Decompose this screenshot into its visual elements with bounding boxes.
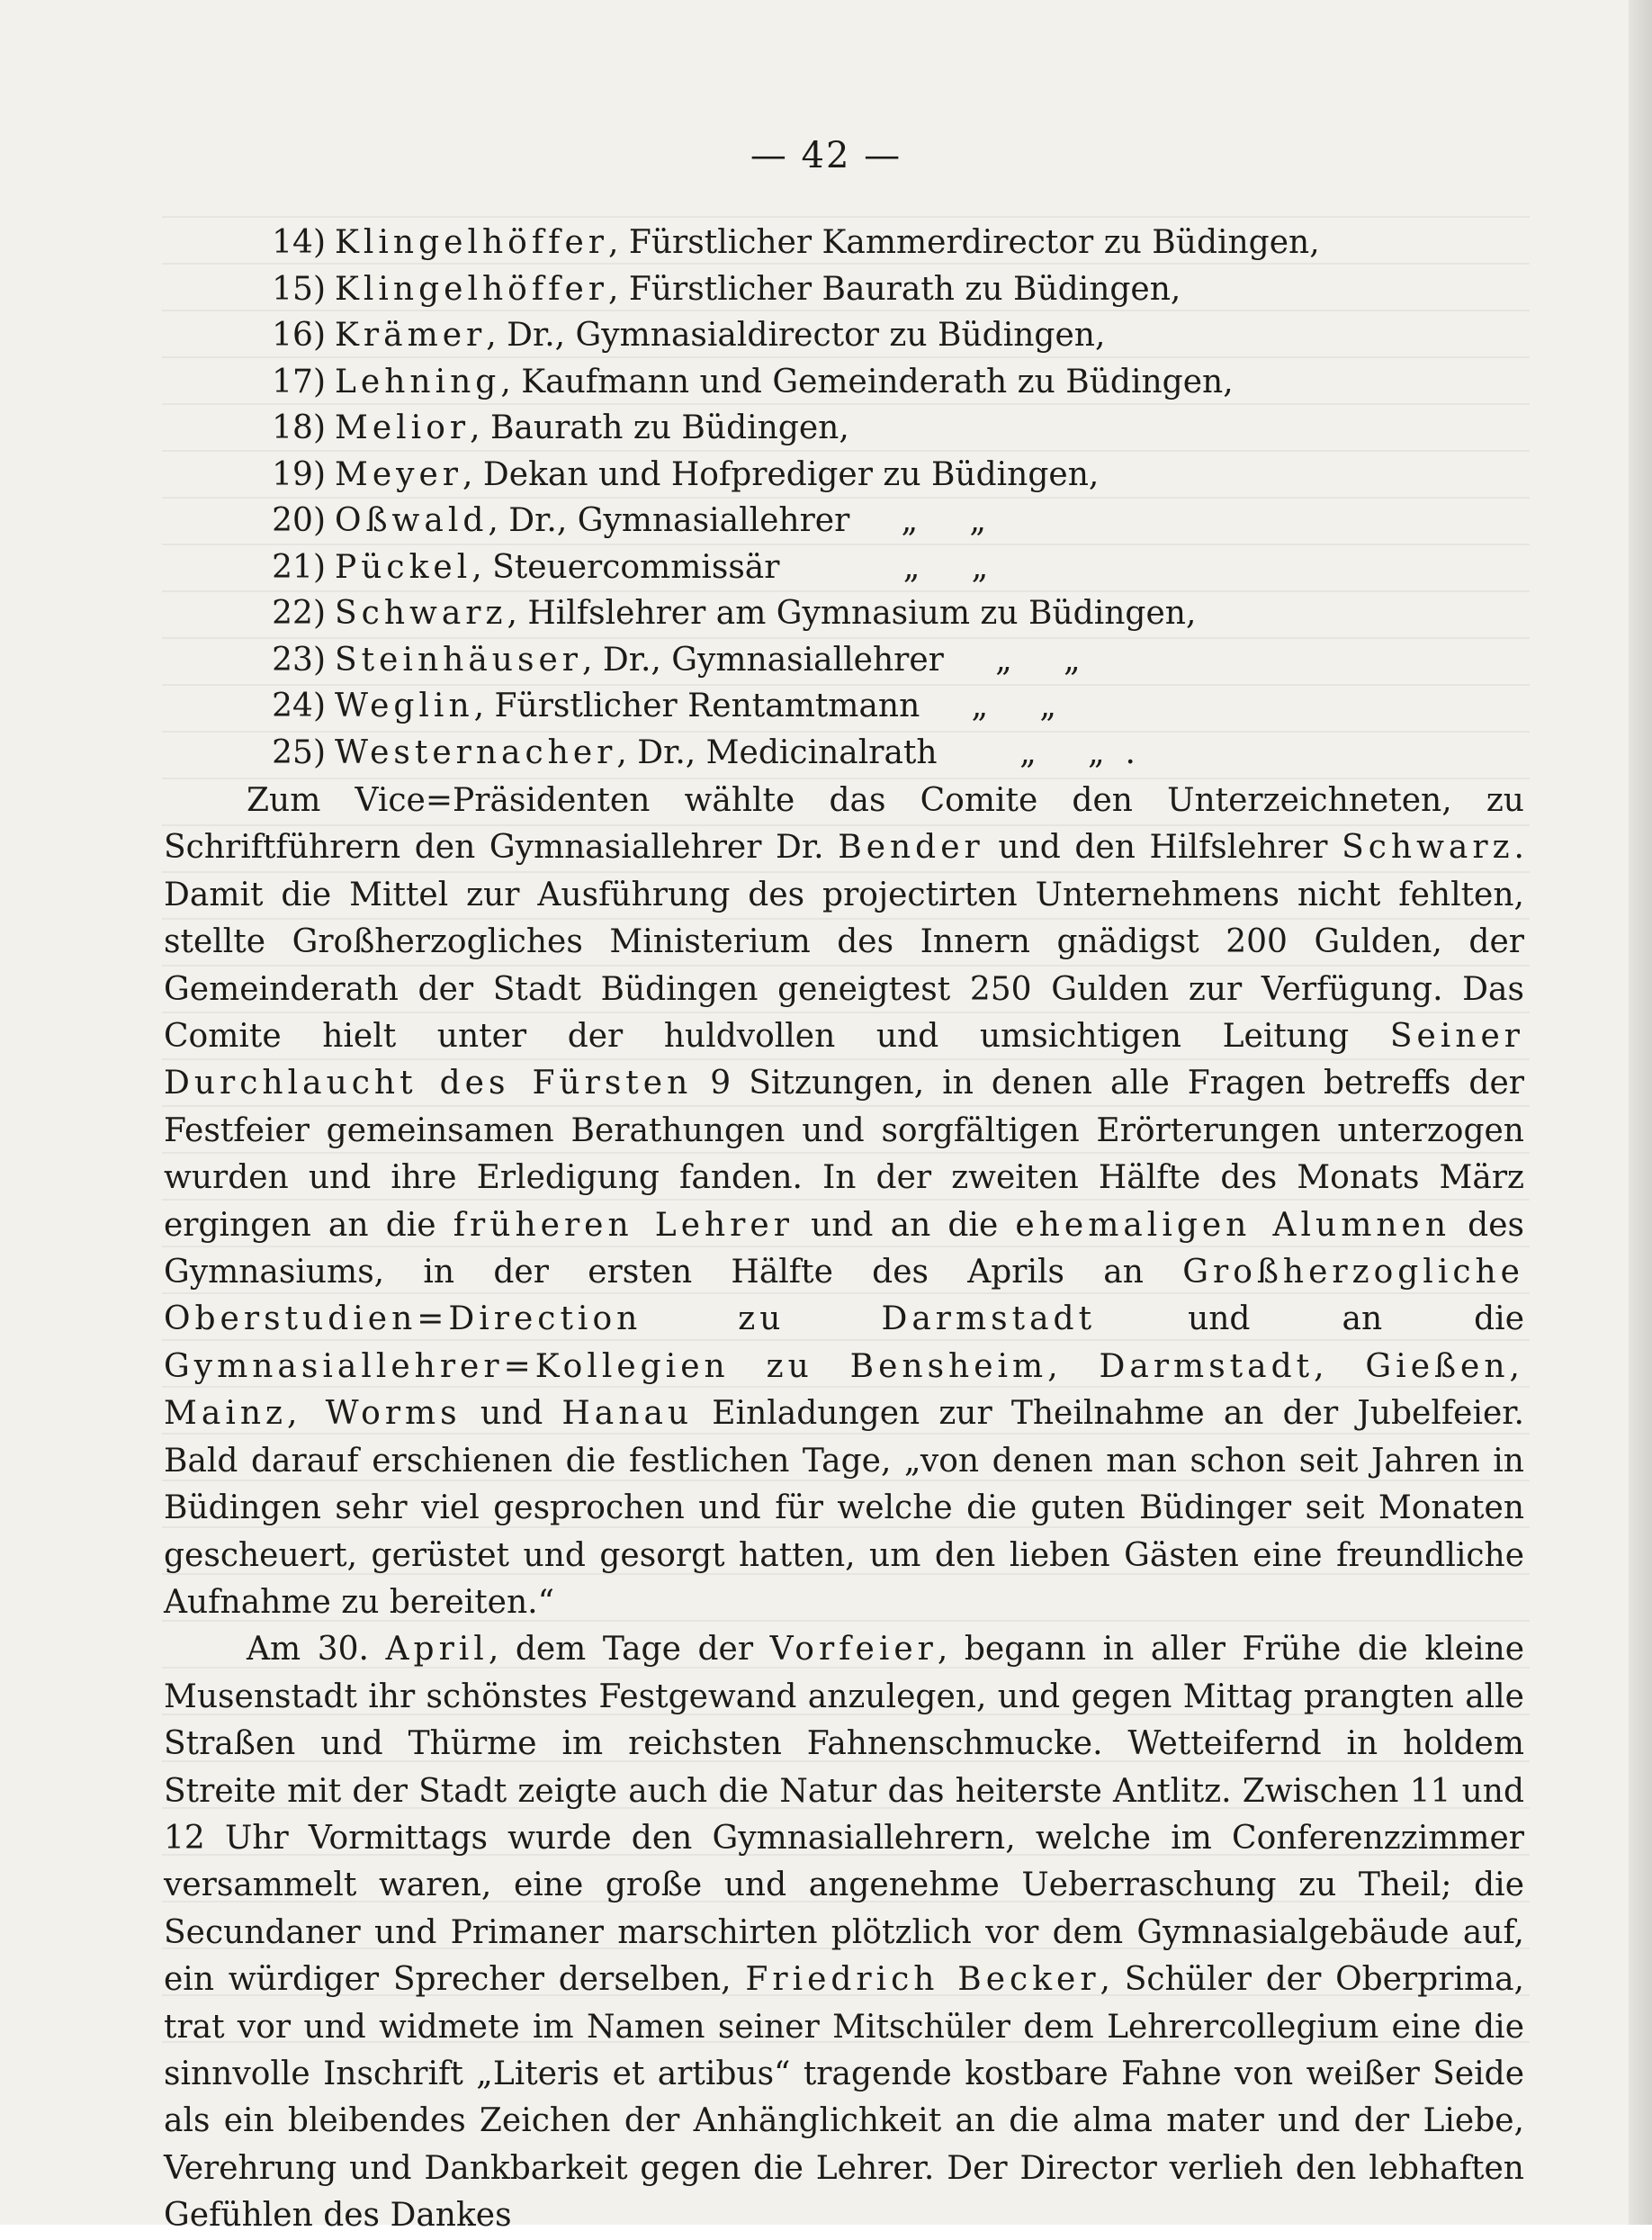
spaced-text: früheren Lehrer [453, 1206, 794, 1244]
list-item [243, 544, 1521, 591]
list-item [243, 312, 1521, 359]
list-item-number: 21) [272, 548, 326, 586]
list-item-name: Klingelhöffer [335, 270, 608, 308]
list-item-description: , Fürstlicher Kammerdirector zu Büdingen, [608, 224, 1320, 261]
list-item-name: Klingelhöffer [335, 224, 608, 261]
text-run: , dem Tage der [488, 1631, 770, 1669]
paragraph [164, 1626, 1524, 2239]
list-item-name: Steinhäuser [335, 641, 582, 679]
list-item-number: 20) [272, 502, 326, 539]
text-run: Am 30. [247, 1631, 386, 1669]
list-item-description: , Dr., Gymnasiallehrer „ „ [488, 502, 987, 539]
spaced-text: Großherzogliche Oberstudien=Direction zu Darmstadt [164, 1254, 1524, 1338]
list-item-name: Krämer [335, 317, 487, 354]
list-item-name: Weglin [335, 688, 474, 724]
list-item-number: 14) [272, 224, 326, 261]
list-item [243, 637, 1521, 684]
body-text [164, 778, 1524, 2240]
list-item-number: 15) [272, 270, 326, 308]
list-item-description: , Kaufmann und Gemeinderath zu Büdingen, [500, 363, 1234, 400]
text-run: Zum Vice=Präsidenten wählte das Comite den Unterzeichneten, zu Schriftführern den Gymnasiallehrer Dr. [164, 782, 1524, 867]
list-item-description: , Fürstlicher Baurath zu Büdingen, [608, 270, 1181, 308]
list-item-number: 25) [272, 733, 326, 771]
list-item [243, 590, 1521, 637]
list-item-name: Westernacher [335, 733, 617, 771]
list-item-number: 18) [272, 409, 326, 446]
list-item-description: , Dekan und Hofprediger zu Büdingen, [462, 455, 1100, 493]
list-item [243, 359, 1521, 406]
list-item-description: , Dr., Medicinalrath „ „ . [616, 733, 1136, 771]
paragraph [164, 778, 1524, 1626]
text-run: . Damit die Mittel zur Ausführung des projectirten Unternehmens nicht fehlten, stellte Großherzogliches Ministerium des Innern gnädigst 200 Gulden, der Gemeinderath der Stadt Büdingen geneigtest 250 Gulden zur Verfügung. Das Comite hielt unter der huldvollen und umsichtigen Leitung [164, 829, 1524, 1056]
list-item-name: Meyer [335, 455, 463, 493]
page-edge [1629, 0, 1652, 2225]
spaced-text: Hanau [561, 1395, 694, 1433]
list-item-description: , Hilfslehrer am Gymnasium zu Büdingen, [507, 595, 1197, 632]
spaced-text: Seiner Durchlaucht des Fürsten [164, 1018, 1524, 1102]
spaced-text: Bender [838, 829, 984, 867]
spaced-text: ehemaligen Alumnen [1015, 1206, 1451, 1244]
text-run: , begann in aller Frühe die kleine Musenstadt ihr schönstes Festgewand anzulegen, und gegen Mittag prangten alle Straßen und Thürme im reichsten Fahnenschmucke. Wetteifernd in holdem Streite mit der Stadt zeigte auch die Natur das heiterste Antlitz. Zwischen 11 und 12 Uhr Vormittags wurde den Gymnasiallehrern, welche im Conferenzzimmer versammelt waren, eine große und angenehme Ueberraschung zu Theil; die Secundaner und Primaner marschirten plötzlich vor dem Gymnasialgebäude auf, ein würdiger Sprecher derselben, [164, 1631, 1524, 1999]
list-item-number: 16) [272, 317, 326, 354]
list-item [243, 683, 1521, 730]
list-item [243, 405, 1521, 452]
list-item-name: Oßwald [335, 502, 489, 539]
list-item-number: 24) [272, 688, 326, 724]
text-run: und [461, 1395, 562, 1433]
text-run: und an die [793, 1206, 1016, 1244]
list-item-name: Lehning [335, 363, 501, 400]
list-item [243, 266, 1521, 313]
list-item-description: , Baurath zu Büdingen, [470, 409, 849, 446]
list-item-number: 22) [272, 595, 326, 632]
list-item-name: Pückel [335, 548, 472, 586]
list-item-name: Melior [335, 409, 471, 446]
list-item [243, 730, 1521, 777]
list-item [243, 220, 1521, 266]
text-run: , Schüler der Oberprima, trat vor und widmete im Namen seiner Mitschüler dem Lehrercollegium eine die sinnvolle Inschrift „Literis et artibus“ tragende kostbare Fahne von weißer Seide als ein bleibendes Zeichen der Anhänglichkeit an die alma mater und der Liebe, Verehrung und Dankbarkeit gegen die Lehrer. Der Director verlieh den lebhaften Gefühlen des Dankes [164, 1961, 1524, 2235]
list-item-number: 17) [272, 363, 326, 400]
text-run: 9 Sitzungen, in denen alle Fragen betreffs der Festfeier gemeinsamen Berathungen und sorgfältigen Erörterungen unterzogen wurden und ihre Erledigung fanden. In der zweiten Hälfte des Monats März ergingen an die [164, 1065, 1524, 1244]
list-item-name: Schwarz [335, 595, 507, 632]
list-item-number: 19) [272, 455, 326, 493]
text-run: Einladungen zur Theilnahme an der Jubelfeier. Bald darauf erschienen die festlichen Tage, „von denen man schon seit Jahren in Büdingen sehr viel gesprochen und für welche die guten Büdinger seit Monaten gescheuert, gerüstet und gesorgt hatten, um den lieben Gästen eine freundliche Aufnahme zu bereiten.“ [164, 1395, 1524, 1621]
spaced-text: Vorfeier [769, 1631, 938, 1669]
spaced-text: Schwarz [1342, 829, 1514, 867]
list-item-description: , Fürstlicher Rentamtmann „ „ [473, 688, 1057, 724]
member-list [243, 220, 1521, 776]
text-run: des Gymnasiums, in der ersten Hälfte des Aprils an [164, 1206, 1524, 1291]
page-number: — 42 — [750, 135, 902, 176]
list-item [243, 452, 1521, 499]
list-item-description: , Dr., Gymnasiallehrer „ „ [581, 641, 1081, 679]
spaced-text: Gymnasiallehrer=Kollegien zu Bensheim, Darmstadt, Gießen, Mainz, Worms [164, 1347, 1524, 1433]
text-run: und den Hilfslehrer [983, 829, 1342, 867]
spaced-text: Friedrich Becker [745, 1961, 1100, 1999]
list-item-description: , Dr., Gymnasialdirector zu Büdingen, [486, 317, 1106, 354]
list-item-number: 23) [272, 641, 326, 679]
spaced-text: April [385, 1631, 489, 1669]
list-item [243, 498, 1521, 544]
text-run: und an die [1096, 1300, 1524, 1338]
list-item-description: , Steuercommissär „ „ [471, 548, 989, 586]
